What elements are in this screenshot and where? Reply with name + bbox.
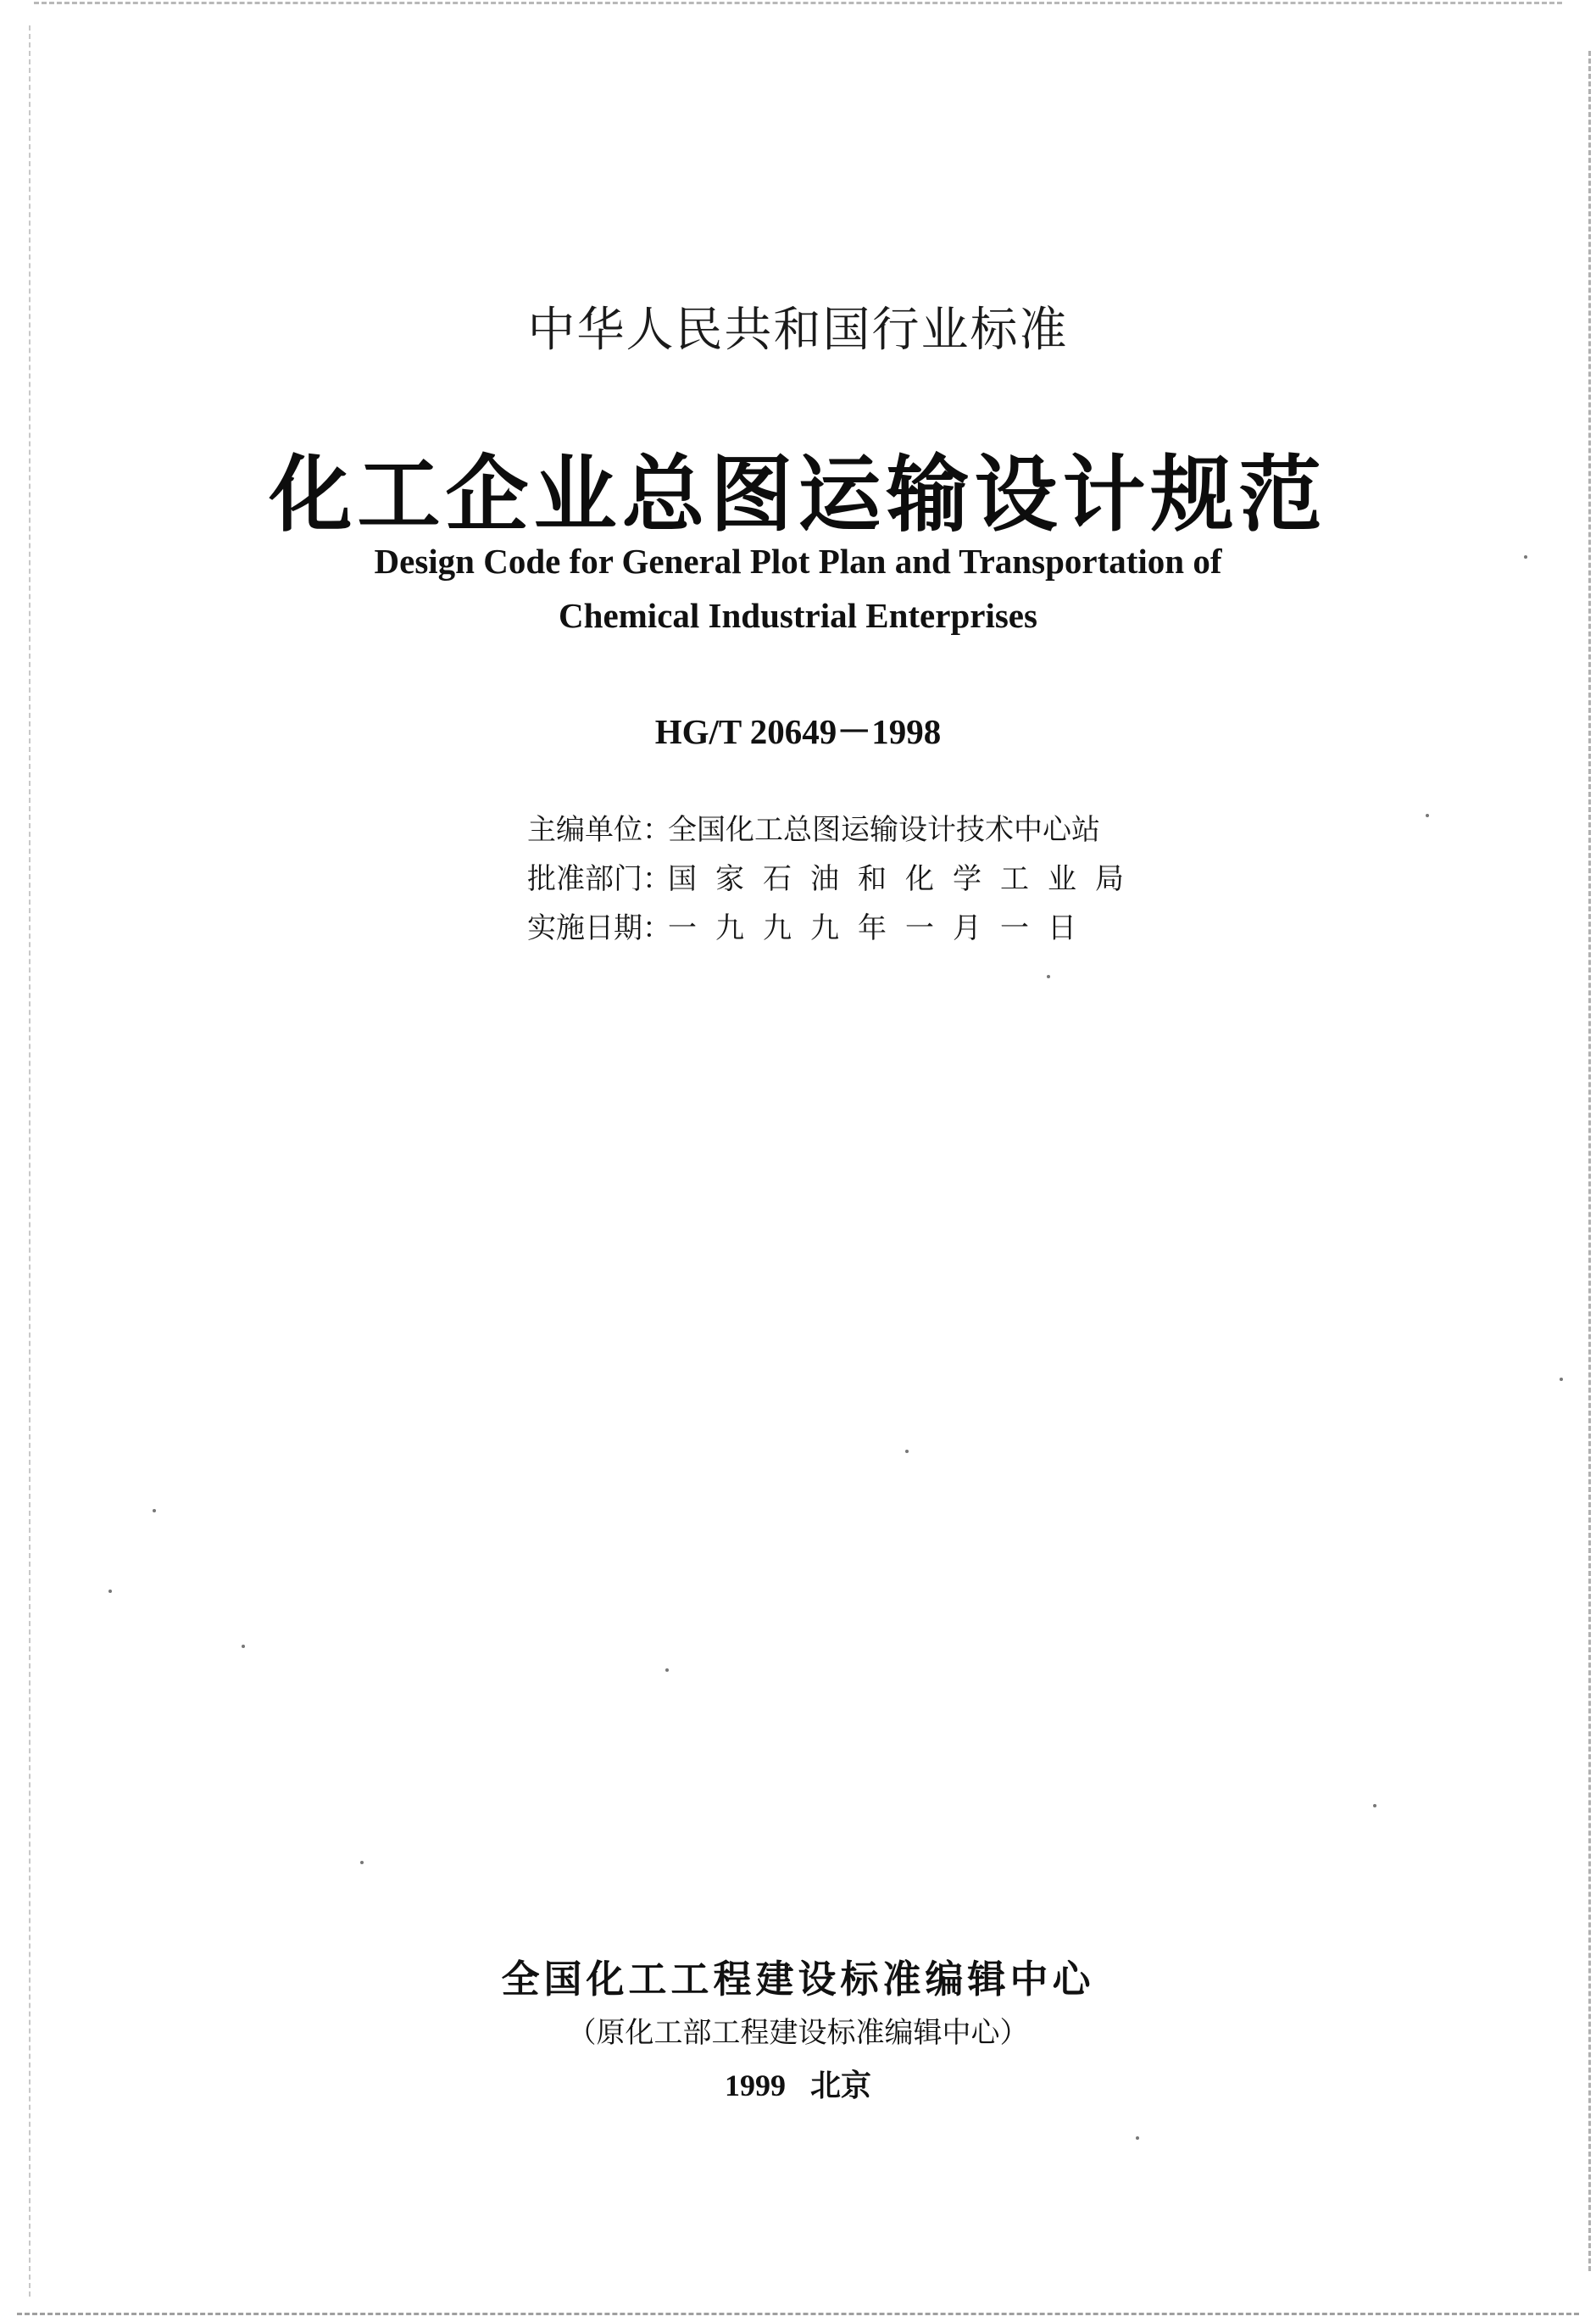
scan-speck xyxy=(1560,1378,1563,1381)
scan-speck xyxy=(242,1645,245,1648)
publication-year: 1999 xyxy=(724,2069,786,2102)
editor-value: 全国化工总图运输设计技术中心站 xyxy=(668,813,1100,847)
approval-label: 批准部门： xyxy=(527,862,671,896)
scan-speck xyxy=(905,1450,909,1453)
scan-speck xyxy=(108,1590,112,1593)
publisher: 全国化工工程建设标准编辑中心 xyxy=(501,1957,1095,2002)
scan-speck xyxy=(1426,814,1429,817)
publication-place-date xyxy=(0,2062,1596,2105)
standard-type: 中华人民共和国行业标准 xyxy=(527,303,1069,358)
scan-speck xyxy=(360,1861,364,1864)
editor-label: 主编单位： xyxy=(527,813,671,847)
publisher-former: （原化工部工程建设标准编辑中心） xyxy=(567,2016,1029,2050)
scan-edge-bottom xyxy=(17,2313,1579,2315)
scan-speck xyxy=(1524,555,1527,559)
editor-row xyxy=(527,805,1143,855)
title-english-line-1: Design Code for General Plot Plan and Transportation of xyxy=(374,542,1222,581)
scan-speck xyxy=(1047,975,1050,978)
scan-speck xyxy=(665,1668,669,1672)
scan-speck xyxy=(1373,1804,1376,1807)
approval-row xyxy=(527,855,1143,904)
title-english-line-2: Chemical Industrial Enterprises xyxy=(559,596,1037,635)
effective-label: 实施日期： xyxy=(527,911,671,945)
scan-edge-top xyxy=(34,2,1562,4)
approval-value: 国家石油和化学工业局 xyxy=(668,862,1143,896)
publication-city: 北京 xyxy=(809,2069,871,2102)
effective-row xyxy=(527,904,1143,953)
effective-value: 一九九九年一月一日 xyxy=(668,911,1095,945)
scan-speck xyxy=(1136,2136,1139,2140)
standard-info xyxy=(527,805,1143,953)
scan-edge-right xyxy=(1588,51,1591,2271)
standard-code: HG/T 20649－1998 xyxy=(654,712,942,751)
scan-speck xyxy=(153,1509,156,1512)
title-english xyxy=(0,534,1596,643)
title-chinese: 化工企业总图运输设计规范 xyxy=(269,447,1327,543)
